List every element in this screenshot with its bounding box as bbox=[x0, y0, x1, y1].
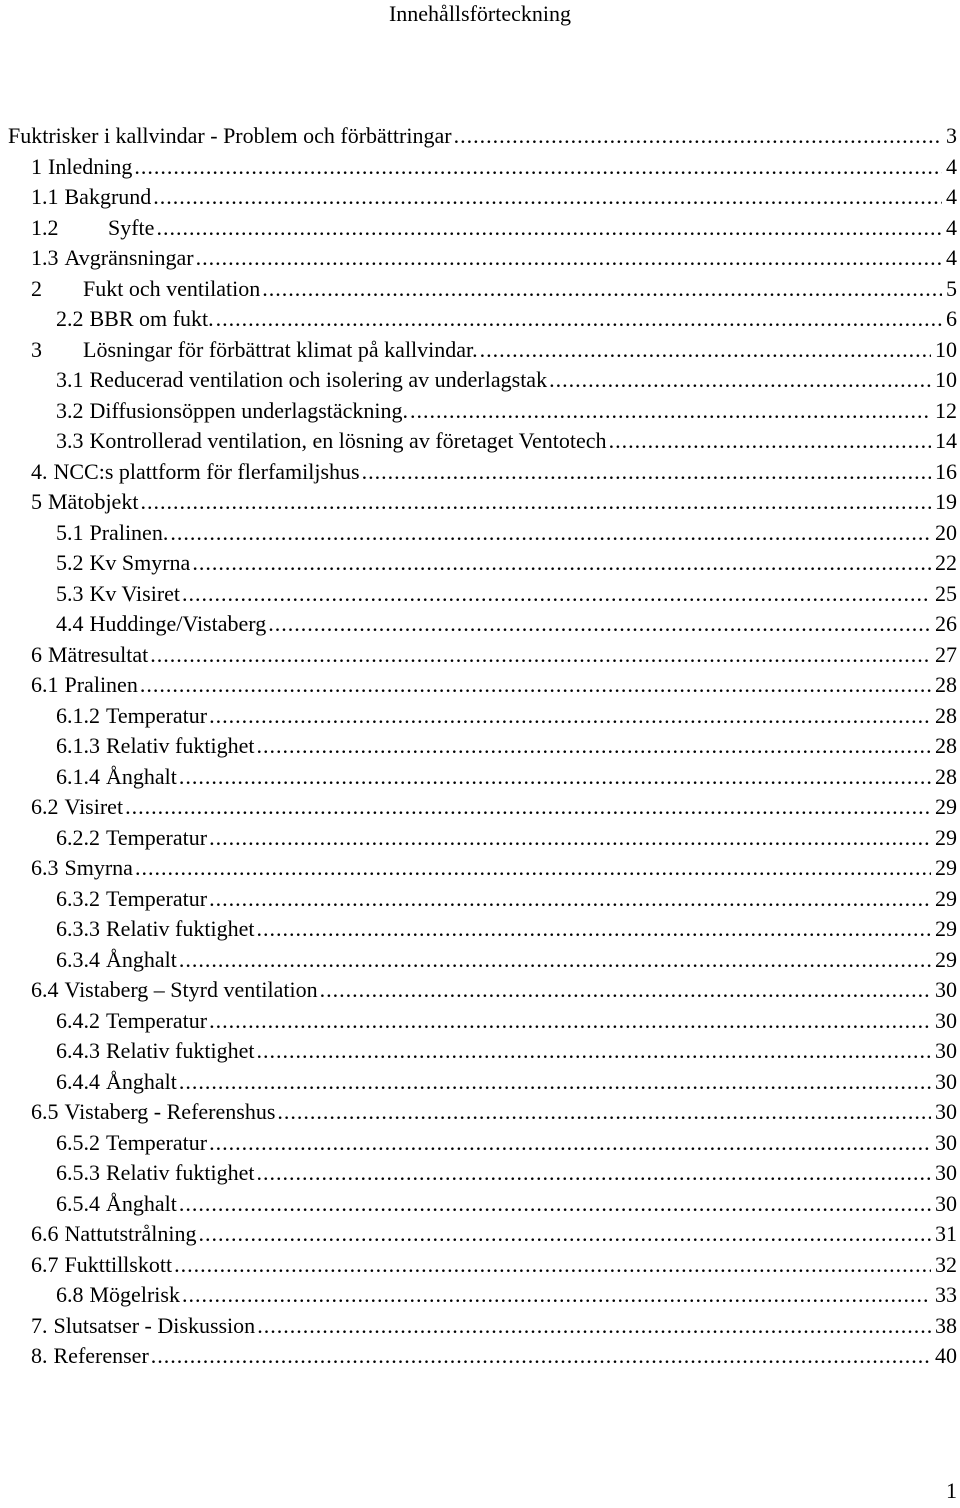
toc-dot-leader bbox=[140, 670, 931, 701]
toc-dot-leader bbox=[209, 884, 931, 915]
toc-entry-title: Mögelrisk bbox=[89, 1282, 180, 1307]
toc-entry-number: 6.2.2 bbox=[56, 824, 100, 850]
toc-entry-title: Reducerad ventilation och isolering av underlagstak bbox=[89, 367, 548, 392]
toc-dot-leader bbox=[209, 1128, 931, 1159]
toc-entry-title: Mätresultat bbox=[48, 641, 149, 667]
toc-entry[interactable] bbox=[56, 701, 960, 732]
toc-entry-number: 6.3.4 bbox=[56, 946, 100, 972]
toc-entry-page: 30 bbox=[935, 1160, 957, 1185]
toc-entry-page: 22 bbox=[935, 550, 957, 575]
toc-entry-number: 6.3 bbox=[31, 855, 59, 880]
toc-entry-page: 30 bbox=[935, 1129, 957, 1155]
toc-entry-page: 10 bbox=[935, 367, 957, 392]
toc-entry[interactable] bbox=[31, 213, 960, 244]
toc-entry-title: Ånghalt bbox=[106, 763, 177, 789]
toc-entry-page: 26 bbox=[935, 611, 957, 636]
toc-entry-title: Syfte bbox=[108, 214, 155, 240]
toc-dot-leader bbox=[268, 609, 931, 640]
toc-dot-leader bbox=[179, 1189, 931, 1220]
toc-dot-leader bbox=[262, 274, 942, 305]
toc-entry[interactable] bbox=[56, 426, 960, 457]
toc-entry-title: NCC:s plattform för flerfamiljshus bbox=[53, 458, 360, 484]
toc-dot-leader bbox=[174, 1250, 931, 1281]
toc-entry-number: 6.1 bbox=[31, 672, 59, 697]
toc-entry-title: Ånghalt bbox=[106, 1190, 177, 1216]
toc-entry[interactable] bbox=[56, 1189, 960, 1220]
toc-entry-number: 8. bbox=[31, 1343, 48, 1368]
toc-entry-number: 6.5 bbox=[31, 1099, 59, 1124]
toc-entry-title: Referenser bbox=[53, 1343, 149, 1368]
toc-dot-leader bbox=[609, 426, 931, 457]
toc-entry-title: Kv Smyrna bbox=[89, 550, 191, 575]
toc-entry[interactable] bbox=[56, 823, 960, 854]
toc-entry[interactable] bbox=[56, 1006, 960, 1037]
toc-entry[interactable] bbox=[31, 792, 960, 823]
toc-dot-leader bbox=[256, 1158, 931, 1189]
toc-entry-page: 16 bbox=[935, 458, 957, 484]
toc-entry-number: 2.2 bbox=[56, 306, 84, 331]
toc-entry-number: 6.4.3 bbox=[56, 1038, 100, 1063]
toc-entry-page: 28 bbox=[935, 672, 957, 697]
toc-entry-title: BBR om fukt. bbox=[89, 306, 214, 331]
toc-entry[interactable] bbox=[56, 884, 960, 915]
toc-dot-leader bbox=[209, 823, 931, 854]
toc-entry-number: 6.3.2 bbox=[56, 885, 100, 911]
toc-entry-number: 3 bbox=[31, 336, 42, 362]
toc-entry[interactable] bbox=[56, 548, 960, 579]
toc-entry[interactable] bbox=[31, 1250, 960, 1281]
toc-entry[interactable] bbox=[31, 243, 960, 274]
toc-entry-number: 5.2 bbox=[56, 550, 84, 575]
toc-entry-title: Temperatur bbox=[106, 1007, 208, 1033]
toc-dot-leader bbox=[179, 1067, 931, 1098]
toc-entry-page: 29 bbox=[935, 916, 957, 941]
toc-entry-page: 27 bbox=[935, 641, 957, 667]
toc-entry[interactable] bbox=[56, 945, 960, 976]
toc-entry-page: 29 bbox=[935, 885, 957, 911]
toc-entry-title: Relativ fuktighet bbox=[106, 1038, 255, 1063]
toc-entry-page: 40 bbox=[935, 1343, 957, 1368]
toc-entry-number: 6.3.3 bbox=[56, 916, 100, 941]
toc-dot-leader bbox=[257, 1311, 931, 1342]
toc-entry-page: 10 bbox=[935, 336, 957, 362]
toc-dot-leader bbox=[179, 762, 931, 793]
toc-dot-leader bbox=[196, 243, 942, 274]
toc-entry[interactable] bbox=[56, 518, 960, 549]
toc-entry-number: 1.2 bbox=[31, 214, 59, 240]
toc-entry-page: 6 bbox=[946, 306, 957, 331]
toc-entry[interactable] bbox=[31, 457, 960, 488]
toc-dot-leader bbox=[151, 1341, 931, 1372]
toc-entry-number: 6.5.3 bbox=[56, 1160, 100, 1185]
toc-entry[interactable] bbox=[31, 640, 960, 671]
toc-entry-page: 29 bbox=[935, 946, 957, 972]
toc-dot-leader bbox=[170, 518, 931, 549]
toc-entry-title: Relativ fuktighet bbox=[106, 916, 255, 941]
toc-entry[interactable] bbox=[31, 1341, 960, 1372]
toc-entry-number: 6.1.2 bbox=[56, 702, 100, 728]
toc-dot-leader bbox=[454, 121, 942, 152]
toc-entry-number: 6.6 bbox=[31, 1221, 59, 1246]
toc-entry[interactable] bbox=[56, 579, 960, 610]
toc-dot-leader bbox=[256, 731, 931, 762]
toc-entry-number: 6.4.2 bbox=[56, 1007, 100, 1033]
toc-entry-title: Visiret bbox=[64, 794, 124, 819]
toc-entry[interactable] bbox=[56, 1036, 960, 1067]
toc-entry-number: 2 bbox=[31, 275, 42, 301]
toc-entry-page: 14 bbox=[935, 428, 957, 453]
toc-dot-leader bbox=[256, 1036, 931, 1067]
toc-entry[interactable] bbox=[56, 304, 960, 335]
toc-dot-leader bbox=[216, 304, 942, 335]
toc-entry-page: 30 bbox=[935, 1099, 957, 1124]
toc-entry[interactable] bbox=[31, 1097, 960, 1128]
toc-entry-page: 4 bbox=[946, 184, 957, 209]
toc-dot-leader bbox=[140, 487, 931, 518]
toc-dot-leader bbox=[277, 1097, 931, 1128]
toc-entry[interactable] bbox=[56, 1280, 960, 1311]
toc-entry-number: 3.2 bbox=[56, 397, 84, 423]
toc-entry-title: Fuktrisker i kallvindar - Problem och förbättringar bbox=[8, 123, 452, 148]
toc-entry-title: Kontrollerad ventilation, en lösning av företaget Ventotech bbox=[89, 428, 607, 453]
toc-entry-page: 30 bbox=[935, 1190, 957, 1216]
toc-dot-leader bbox=[320, 975, 931, 1006]
toc-entry-page: 28 bbox=[935, 702, 957, 728]
toc-entry[interactable] bbox=[56, 731, 960, 762]
toc-dot-leader bbox=[410, 396, 931, 427]
toc-entry-title: Huddinge/Vistaberg bbox=[89, 611, 267, 636]
toc-entry-page: 30 bbox=[935, 1068, 957, 1094]
toc-entry-title: Slutsatser - Diskussion bbox=[53, 1312, 256, 1338]
toc-entry-title: Temperatur bbox=[106, 702, 208, 728]
toc-entry[interactable] bbox=[31, 853, 960, 884]
toc-entry-title: Vistaberg - Referenshus bbox=[64, 1099, 276, 1124]
toc-dot-leader bbox=[480, 335, 931, 366]
toc-entry-number: 6.1.3 bbox=[56, 733, 100, 758]
toc-entry-title: Ånghalt bbox=[106, 946, 177, 972]
toc-entry[interactable] bbox=[56, 396, 960, 427]
toc-entry[interactable] bbox=[8, 121, 960, 152]
toc-entry-title: Temperatur bbox=[106, 824, 208, 850]
toc-entry[interactable] bbox=[31, 1311, 960, 1342]
toc-dot-leader bbox=[135, 853, 931, 884]
toc-entry[interactable] bbox=[56, 365, 960, 396]
toc-entry-page: 38 bbox=[935, 1312, 957, 1338]
toc-entry-title: Vistaberg – Styrd ventilation bbox=[64, 977, 318, 1002]
toc-entry[interactable] bbox=[31, 975, 960, 1006]
toc-entry[interactable] bbox=[31, 152, 960, 183]
toc-dot-leader bbox=[192, 548, 931, 579]
toc-entry-page: 19 bbox=[935, 489, 957, 514]
toc-entry[interactable] bbox=[56, 1067, 960, 1098]
toc-entry-title: Nattutstrålning bbox=[64, 1221, 197, 1246]
toc-entry[interactable] bbox=[56, 762, 960, 793]
toc-entry[interactable] bbox=[31, 274, 960, 305]
toc-dot-leader bbox=[209, 1006, 931, 1037]
toc-entry-page: 28 bbox=[935, 733, 957, 758]
toc-entry-title: Pralinen bbox=[64, 672, 138, 697]
toc-entry-number: 5.1 bbox=[56, 519, 84, 545]
toc-dot-leader bbox=[549, 365, 931, 396]
toc-entry-page: 5 bbox=[946, 275, 957, 301]
toc-entry-page: 25 bbox=[935, 580, 957, 606]
toc-entry-page: 29 bbox=[935, 824, 957, 850]
toc-entry-page: 33 bbox=[935, 1282, 957, 1307]
toc-entry[interactable] bbox=[56, 1128, 960, 1159]
toc-entry-title: Fukt och ventilation bbox=[83, 275, 261, 301]
toc-entry[interactable] bbox=[31, 670, 960, 701]
page-title: Innehållsförteckning bbox=[388, 1, 572, 26]
toc-entry-title: Bakgrund bbox=[64, 184, 152, 209]
toc-dot-leader bbox=[182, 1280, 931, 1311]
toc-entry-number: 3.1 bbox=[56, 367, 84, 392]
toc-dot-leader bbox=[209, 701, 931, 732]
toc-entry-number: 3.3 bbox=[56, 428, 84, 453]
toc-entry-page: 31 bbox=[935, 1221, 957, 1246]
toc-entry-number: 6.7 bbox=[31, 1251, 59, 1277]
toc-entry-page: 4 bbox=[946, 153, 957, 179]
toc-entry-page: 29 bbox=[935, 794, 957, 819]
toc-entry-title: Mätobjekt bbox=[48, 489, 139, 514]
toc-entry-page: 12 bbox=[935, 397, 957, 423]
toc-entry-page: 4 bbox=[946, 245, 957, 270]
toc-entry-number: 1 bbox=[31, 153, 42, 179]
toc-dot-leader bbox=[134, 152, 942, 183]
toc-entry-number: 6.1.4 bbox=[56, 763, 100, 789]
toc-entry[interactable] bbox=[56, 1158, 960, 1189]
toc-entry-number: 1.1 bbox=[31, 184, 59, 209]
page-number: 1 bbox=[946, 1478, 957, 1503]
toc-entry-title: Pralinen. bbox=[89, 519, 169, 545]
toc-entry-number: 5.3 bbox=[56, 580, 84, 606]
toc-entry-title: Avgränsningar bbox=[64, 245, 194, 270]
toc-entry-number: 1.3 bbox=[31, 245, 59, 270]
toc-entry-number: 6.2 bbox=[31, 794, 59, 819]
toc-entry-number: 4. bbox=[31, 458, 48, 484]
toc-entry-number: 6.4.4 bbox=[56, 1068, 100, 1094]
toc-entry-page: 32 bbox=[935, 1251, 957, 1277]
toc-entry-number: 6 bbox=[31, 641, 42, 667]
toc-entry-title: Diffusionsöppen underlagstäckning. bbox=[89, 397, 409, 423]
toc-entry-page: 4 bbox=[946, 214, 957, 240]
toc-entry-number: 6.5.4 bbox=[56, 1190, 100, 1216]
toc-entry-number: 6.5.2 bbox=[56, 1129, 100, 1155]
toc-entry-title: Lösningar för förbättrat klimat på kallvindar. bbox=[83, 336, 478, 362]
toc-entry-title: Relativ fuktighet bbox=[106, 733, 255, 758]
toc-entry[interactable] bbox=[31, 182, 960, 213]
toc-entry-number: 5 bbox=[31, 489, 42, 514]
toc-dot-leader bbox=[182, 579, 931, 610]
toc-entry-title: Temperatur bbox=[106, 1129, 208, 1155]
toc-entry-number: 6.8 bbox=[56, 1282, 84, 1307]
toc-dot-leader bbox=[362, 457, 931, 488]
toc-entry[interactable] bbox=[31, 1219, 960, 1250]
toc-dot-leader bbox=[198, 1219, 931, 1250]
toc-entry-title: Fukttillskott bbox=[64, 1251, 173, 1277]
toc-entry-number: 4.4 bbox=[56, 611, 84, 636]
toc-dot-leader bbox=[125, 792, 931, 823]
toc-dot-leader bbox=[150, 640, 931, 671]
toc-entry-page: 29 bbox=[935, 855, 957, 880]
toc-entry-title: Inledning bbox=[48, 153, 133, 179]
toc-entry-title: Ånghalt bbox=[106, 1068, 177, 1094]
toc-entry-number: 7. bbox=[31, 1312, 48, 1338]
toc-entry-title: Smyrna bbox=[64, 855, 133, 880]
toc-entry-page: 30 bbox=[935, 1038, 957, 1063]
toc-entry-page: 30 bbox=[935, 977, 957, 1002]
toc-entry[interactable] bbox=[56, 609, 960, 640]
toc-entry-page: 28 bbox=[935, 763, 957, 789]
toc-entry-title: Temperatur bbox=[106, 885, 208, 911]
toc-entry-page: 30 bbox=[935, 1007, 957, 1033]
toc-dot-leader bbox=[153, 182, 942, 213]
toc-entry-page: 3 bbox=[946, 123, 957, 148]
toc-dot-leader bbox=[256, 914, 931, 945]
toc-dot-leader bbox=[156, 213, 942, 244]
toc-entry-page: 20 bbox=[935, 519, 957, 545]
toc-entry-title: Relativ fuktighet bbox=[106, 1160, 255, 1185]
toc-entry[interactable] bbox=[31, 335, 960, 366]
toc-entry[interactable] bbox=[56, 914, 960, 945]
toc-entry-number: 6.4 bbox=[31, 977, 59, 1002]
toc-entry[interactable] bbox=[31, 487, 960, 518]
toc-entry-title: Kv Visiret bbox=[89, 580, 181, 606]
toc-dot-leader bbox=[179, 945, 931, 976]
